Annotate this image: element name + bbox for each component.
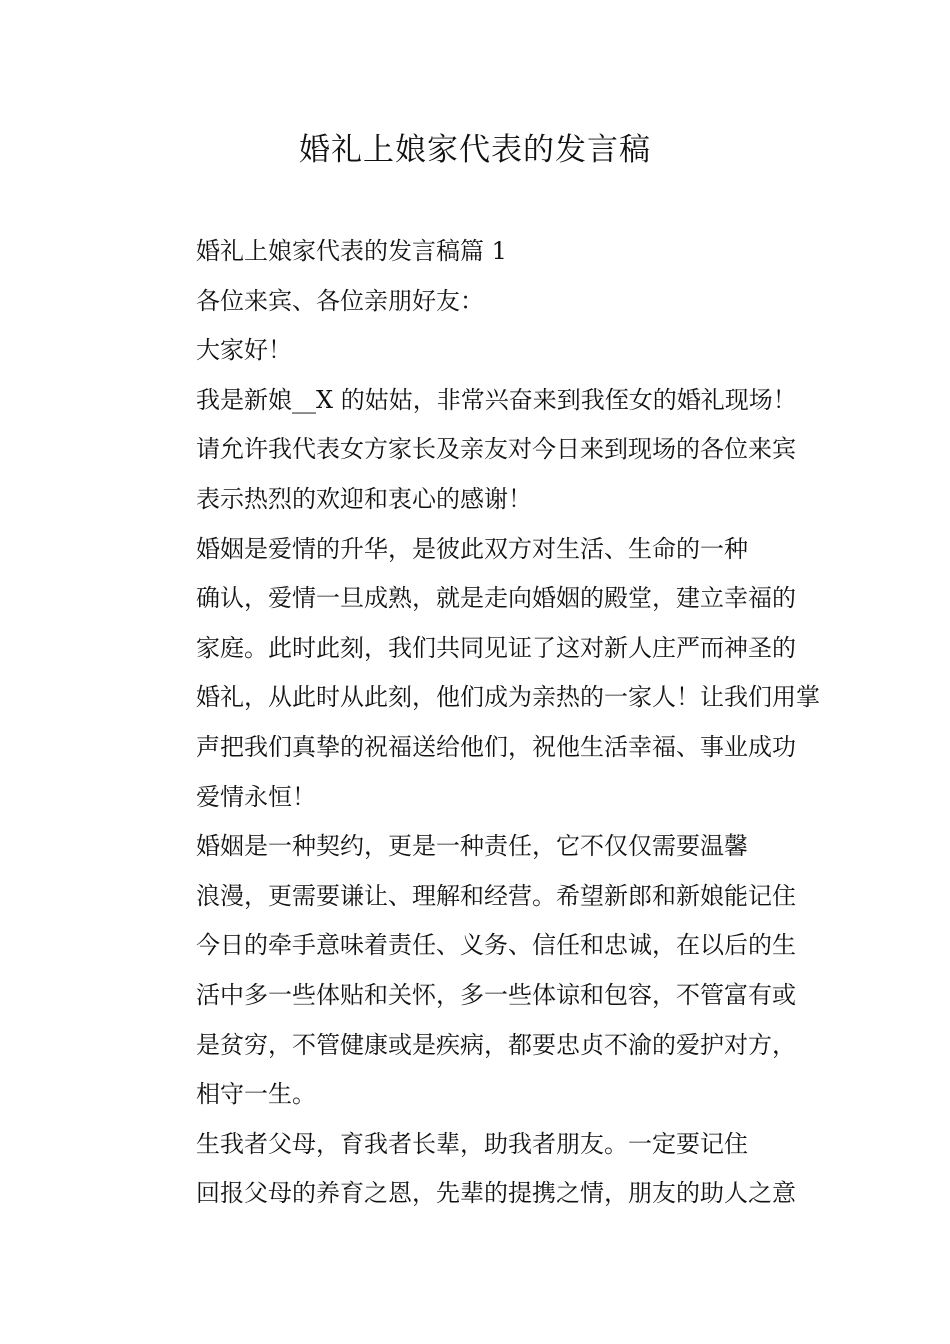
text-line: 请允许我代表女方家长及亲友对今日来到现场的各位来宾 bbox=[196, 435, 796, 464]
text-line: 婚姻是爱情的升华，是彼此双方对生活、生命的一种 bbox=[196, 534, 748, 563]
text-line: 是贫穷，不管健康或是疾病，都要忠贞不渝的爱护对方， bbox=[196, 1030, 796, 1059]
greeting bbox=[147, 326, 807, 376]
text-line: 婚姻是一种契约，更是一种责任，它不仅仅需要温馨 bbox=[196, 832, 748, 861]
text-line: 表示热烈的欢迎和衷心的感谢！ bbox=[196, 484, 532, 513]
text-line: 婚礼，从此时从此刻，他们成为亲热的一家人！让我们用掌 bbox=[196, 683, 820, 712]
text-line: 活中多一些体贴和关怀，多一些体谅和包容，不管富有或 bbox=[196, 980, 796, 1009]
text-line: 声把我们真挚的祝福送给他们，祝他生活幸福、事业成功 bbox=[196, 732, 796, 761]
text-line: 确认，爱情一旦成熟，就是走向婚姻的殿堂，建立幸福的 bbox=[196, 584, 796, 613]
text-line: 生我者父母，育我者长辈，助我者朋友。一定要记住 bbox=[196, 1129, 748, 1158]
document-body bbox=[147, 227, 820, 1219]
text-line: 我是新娘__X 的姑姑，非常兴奋来到我侄女的婚礼现场！ bbox=[196, 385, 797, 414]
text-line: 回报父母的养育之恩，先辈的提携之情，朋友的助人之意 bbox=[196, 1179, 796, 1208]
section-heading bbox=[147, 227, 807, 277]
text-line: 婚礼上娘家代表的发言稿篇 1 bbox=[196, 237, 507, 265]
text-line: 各位来宾、各位亲朋好友： bbox=[196, 286, 484, 315]
text-line: 相守一生。 bbox=[196, 1080, 316, 1109]
text-line: 浪漫，更需要谦让、理解和经营。希望新郎和新娘能记住 bbox=[196, 881, 796, 910]
paragraph-introduction bbox=[147, 376, 807, 525]
paragraph-marriage-responsibility bbox=[147, 822, 807, 1120]
text-line: 爱情永恒！ bbox=[196, 782, 316, 811]
text-line: 大家好！ bbox=[196, 336, 292, 365]
paragraph-marriage-love bbox=[147, 525, 820, 823]
paragraph-gratitude bbox=[147, 1120, 807, 1219]
document-title: 婚礼上娘家代表的发言稿 bbox=[299, 132, 651, 168]
salutation bbox=[147, 277, 807, 327]
text-line: 家庭。此时此刻，我们共同见证了这对新人庄严而神圣的 bbox=[196, 633, 796, 662]
text-line: 今日的牵手意味着责任、义务、信任和忠诚，在以后的生 bbox=[196, 931, 796, 960]
